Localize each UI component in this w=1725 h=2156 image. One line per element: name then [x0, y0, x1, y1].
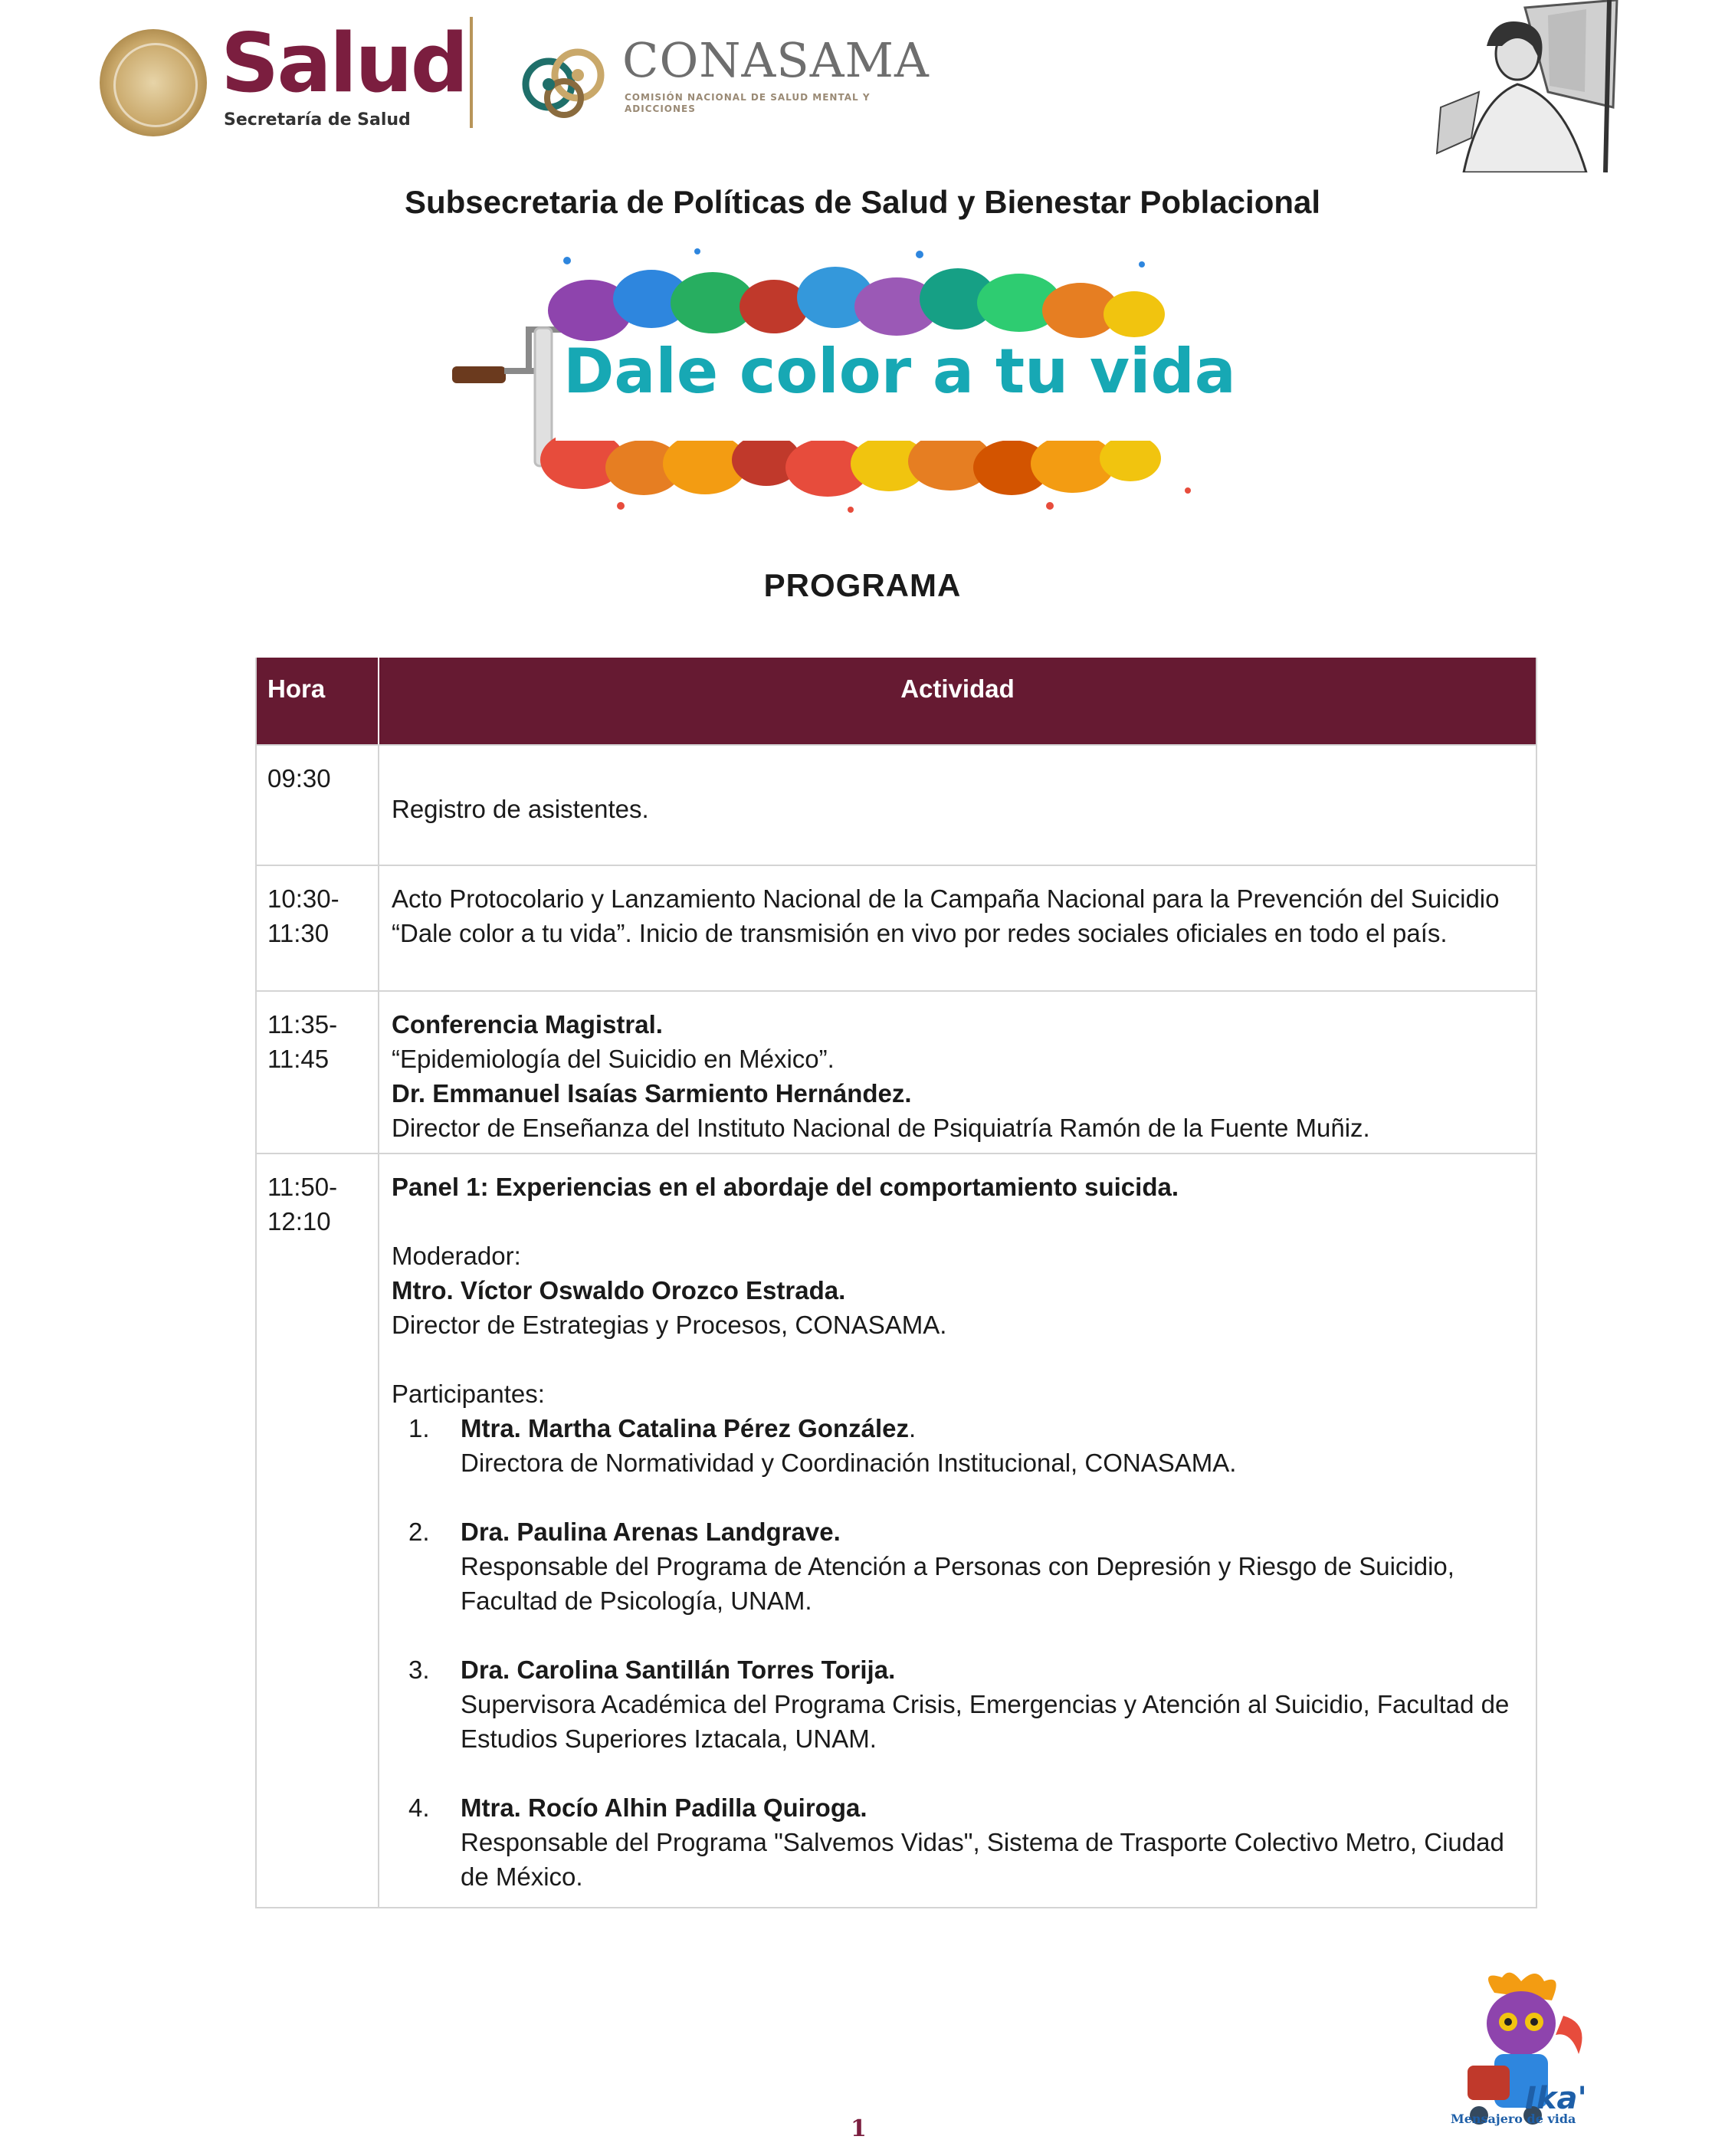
mexico-seal-icon — [100, 29, 207, 136]
hora-start: 10:30- — [267, 884, 339, 913]
table-row — [257, 990, 1536, 1153]
conasama-logo-icon — [513, 31, 612, 129]
row-hora — [257, 992, 379, 1153]
hora-end: 11:30 — [267, 919, 330, 947]
conference-title: Conferencia Magistral. — [392, 1010, 663, 1039]
document-subtitle: Subsecretaria de Políticas de Salud y Bienestar Poblacional — [404, 184, 1321, 220]
panel-title: Panel 1: Experiencias en el abordaje del comportamiento suicida. — [392, 1173, 1179, 1201]
hora-start: 09:30 — [267, 764, 331, 793]
participants-label: Participantes: — [392, 1380, 545, 1408]
participant-item — [392, 1652, 1513, 1756]
participant-name: Dra. Carolina Santillán Torres Torija. — [461, 1656, 896, 1684]
row-actividad — [379, 746, 1536, 865]
program-table — [255, 658, 1537, 1908]
participant-item — [392, 1514, 1513, 1618]
row-hora — [257, 1154, 379, 1907]
participant-name: Mtra. Rocío Alhin Padilla Quiroga. — [461, 1793, 867, 1822]
hora-end: 11:45 — [267, 1045, 330, 1073]
participant-number: 4. — [408, 1793, 430, 1822]
participant-number: 2. — [408, 1518, 430, 1546]
header-hora: Hora — [257, 658, 379, 744]
moderator-name: Mtro. Víctor Oswaldo Orozco Estrada. — [392, 1276, 846, 1304]
row-actividad — [379, 1154, 1536, 1907]
participant-role: Responsable del Programa de Atención a Personas con Depresión y Riesgo de Suicidio, Facultad de Psicología, UNAM. — [461, 1552, 1454, 1615]
page-header — [0, 0, 1725, 172]
conasama-logo-subtitle: COMISIÓN NACIONAL DE SALUD MENTAL Y ADICCIONES — [625, 92, 871, 114]
hora-end: 12:10 — [267, 1207, 331, 1236]
programa-heading: PROGRAMA — [763, 567, 962, 603]
participant-name-suffix: . — [909, 1414, 917, 1442]
page-number: 1 — [851, 2115, 867, 2142]
campaign-title: Dale color a tu vida — [563, 336, 1236, 407]
activity-text: Acto Protocolario y Lanzamiento Nacional de la Campaña Nacional para la Prevención del Suicidio “Dale color a tu vida”. Inicio de transmisión en vivo por redes sociales oficiales en todo el país. — [392, 884, 1500, 947]
heroine-flag-illustration-icon — [1433, 0, 1625, 172]
table-row — [257, 744, 1536, 865]
speaker-role: Director de Enseñanza del Instituto Nacional de Psiquiatría Ramón de la Fuente Muñiz. — [392, 1114, 1370, 1142]
participant-number: 3. — [408, 1656, 430, 1684]
row-actividad — [379, 992, 1536, 1153]
ika-caption: Mensajero de vida — [1451, 2112, 1576, 2126]
participant-item — [392, 1411, 1513, 1480]
hora-start: 11:50- — [267, 1173, 338, 1201]
row-hora — [257, 866, 379, 990]
salud-logo-subtitle: Secretaría de Salud — [224, 110, 411, 130]
speaker-name: Dr. Emmanuel Isaías Sarmiento Hernández. — [392, 1079, 912, 1108]
moderator-label: Moderador: — [392, 1242, 521, 1270]
table-row — [257, 865, 1536, 990]
table-header — [257, 658, 1536, 744]
participant-role: Supervisora Académica del Programa Crisis, Emergencias y Atención al Suicidio, Facultad de Estudios Superiores Iztacala, UNAM. — [461, 1690, 1510, 1753]
participant-item — [392, 1790, 1513, 1894]
participant-role: Responsable del Programa "Salvemos Vidas", Sistema de Trasporte Colectivo Metro, Ciudad de México. — [461, 1828, 1504, 1891]
table-row — [257, 1153, 1536, 1907]
salud-logo-text: Salud — [221, 16, 467, 110]
participant-number: 1. — [408, 1414, 430, 1442]
moderator-role: Director de Estrategias y Procesos, CONASAMA. — [392, 1311, 947, 1339]
conference-topic: “Epidemiología del Suicidio en México”. — [392, 1045, 835, 1073]
participant-name: Dra. Paulina Arenas Landgrave. — [461, 1518, 841, 1546]
conasama-logo-text: CONASAMA — [622, 32, 930, 88]
logo-divider — [470, 17, 473, 128]
row-actividad — [379, 866, 1536, 990]
activity-text: Registro de asistentes. — [392, 795, 649, 823]
hora-start: 11:35- — [267, 1010, 338, 1039]
participant-name: Mtra. Martha Catalina Pérez González — [461, 1414, 909, 1442]
ika-logo-text: Ika' — [1525, 2081, 1587, 2116]
participant-role: Directora de Normatividad y Coordinación Institucional, CONASAMA. — [461, 1449, 1237, 1477]
header-actividad: Actividad — [900, 674, 1015, 703]
row-hora — [257, 746, 379, 865]
